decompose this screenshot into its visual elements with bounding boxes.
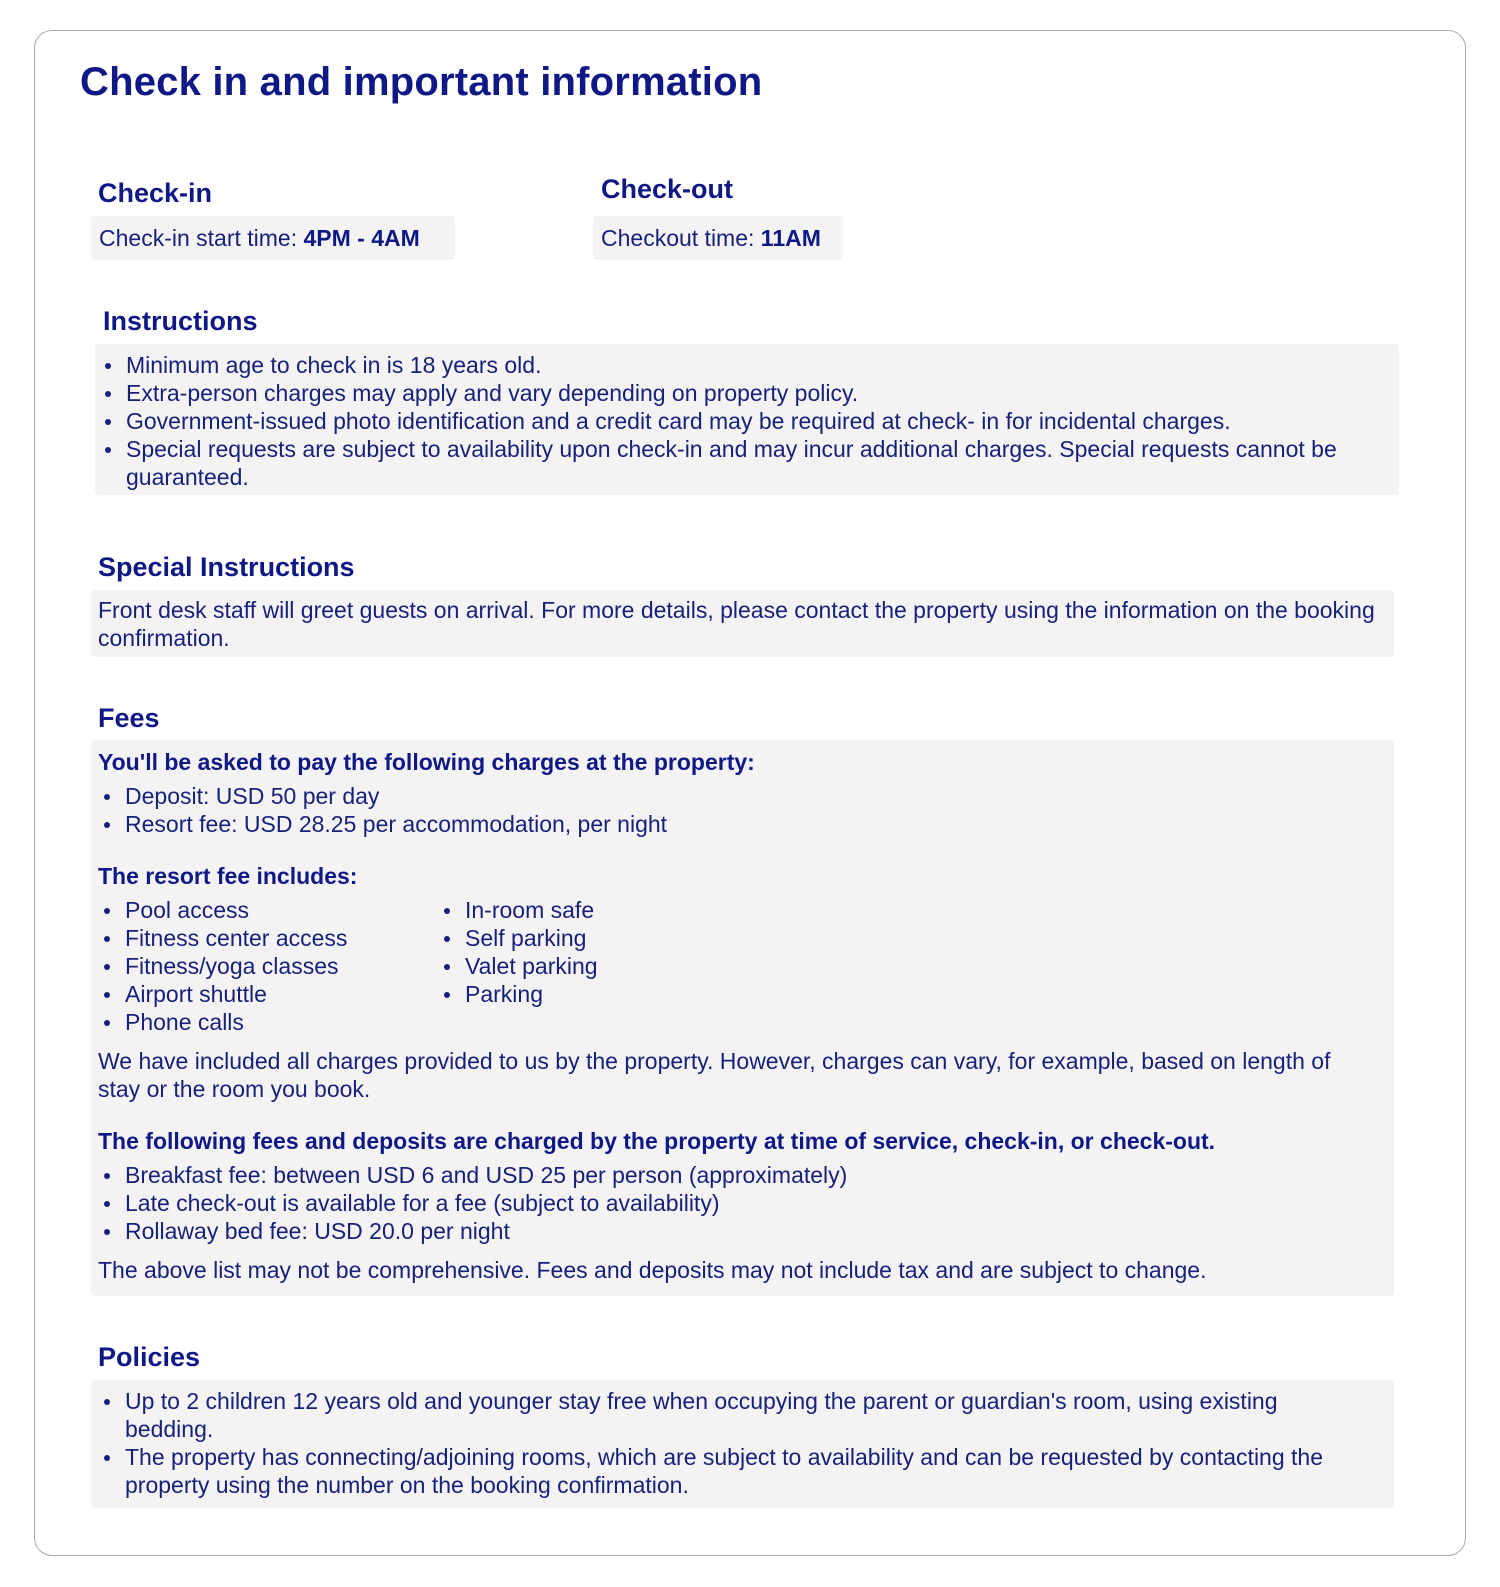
list-item: Minimum age to check in is 18 years old. xyxy=(126,351,1385,379)
checkin-heading: Check-in xyxy=(98,178,213,208)
list-item: Airport shuttle xyxy=(125,980,347,1008)
list-item: The property has connecting/adjoining rooms, which are subject to availability and can be requested by contacting the property using the number on the booking confirmation. xyxy=(125,1443,1354,1499)
fees-includes-list-right xyxy=(431,896,598,1008)
instructions-list xyxy=(95,351,1385,491)
checkout-time-value: 11AM xyxy=(760,225,821,251)
list-item: Parking xyxy=(465,980,598,1008)
list-item: Fitness center access xyxy=(125,925,348,951)
fees-box xyxy=(91,740,1394,1296)
list-item: Extra-person charges may apply and vary depending on property policy. xyxy=(126,379,1385,407)
checkout-heading: Check-out xyxy=(601,174,734,204)
list-item: Resort fee: USD 28.25 per accommodation, per night xyxy=(125,811,668,837)
list-item: Rollaway bed fee: USD 20.0 per night xyxy=(125,1217,847,1245)
checkout-time-box xyxy=(593,216,843,260)
checkout-time-label: Checkout time: xyxy=(601,225,761,251)
list-item: Phone calls xyxy=(125,1008,347,1036)
list-item: Government-issued photo identification and a credit card may be required at check- in for incidental charges. xyxy=(126,407,1385,435)
fees-included-note: We have included all charges provided to us by the property. However, charges can vary, for example, based on length of stay or the room you book. xyxy=(98,1048,1331,1102)
fees-includes-list-left xyxy=(91,896,347,1036)
list-item: Fitness/yoga classes xyxy=(125,952,347,980)
list-item: Self parking xyxy=(465,924,598,952)
list-item: Special requests are subject to availability upon check-in and may incur additional charges. Special requests cannot be guaranteed. xyxy=(126,435,1385,491)
fees-heading: Fees xyxy=(98,703,160,733)
fees-includes-heading: The resort fee includes: xyxy=(98,863,358,889)
fees-service-heading: The following fees and deposits are charged by the property at time of service, check-in, or check-out. xyxy=(98,1128,1216,1154)
checkin-time-label: Check-in start time: xyxy=(99,225,304,251)
fees-service-list xyxy=(91,1161,847,1245)
special-instructions-heading: Special Instructions xyxy=(98,552,355,582)
special-instructions-box xyxy=(91,590,1394,657)
fees-pay-list xyxy=(91,782,667,838)
list-item: Up to 2 children 12 years old and younger stay free when occupying the parent or guardian's room, using existing bedding. xyxy=(125,1387,1354,1443)
page-title: Check in and important information xyxy=(80,60,763,104)
instructions-box xyxy=(95,344,1399,495)
list-item: In-room safe xyxy=(465,896,598,924)
fees-footer-note: The above list may not be comprehensive. Fees and deposits may not include tax and are subject to change. xyxy=(98,1257,1207,1283)
policies-box xyxy=(91,1380,1394,1508)
list-item: Breakfast fee: between USD 6 and USD 25 per person (approximately) xyxy=(125,1162,848,1188)
instructions-heading: Instructions xyxy=(103,306,258,336)
checkin-time-value: 4PM - 4AM xyxy=(303,225,420,251)
list-item: Pool access xyxy=(125,896,347,924)
special-instructions-text: Front desk staff will greet guests on arrival. For more details, please contact the property using the information on the booking confirmation. xyxy=(98,597,1375,651)
policies-list xyxy=(91,1387,1354,1499)
policies-heading: Policies xyxy=(98,1342,201,1372)
checkin-time-box xyxy=(91,216,455,260)
list-item: Valet parking xyxy=(465,953,598,979)
list-item: Late check-out is available for a fee (subject to availability) xyxy=(125,1189,847,1217)
list-item: Deposit: USD 50 per day xyxy=(125,782,667,810)
fees-pay-heading: You'll be asked to pay the following charges at the property: xyxy=(98,749,755,775)
